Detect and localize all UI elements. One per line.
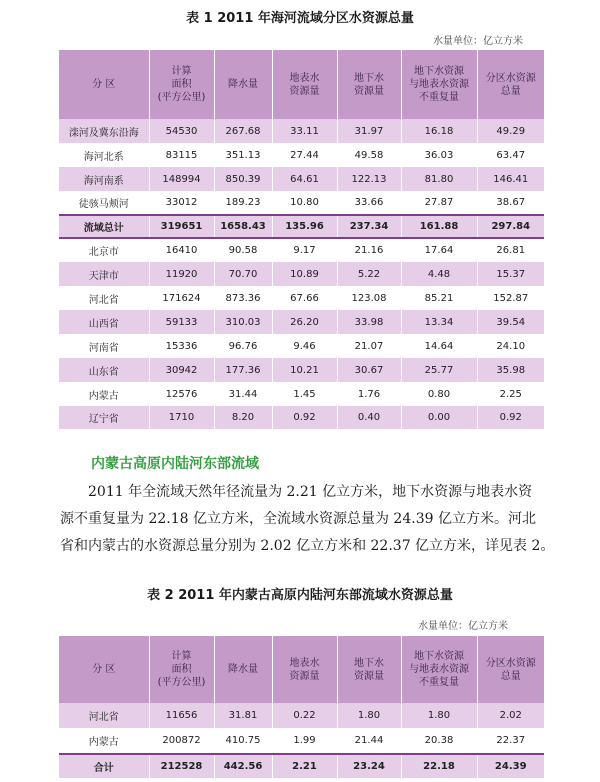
cell-precip: 310.03	[214, 310, 272, 334]
cell-region: 海河南系	[59, 167, 149, 191]
paragraph-line: 2011 年全流域天然年径流量为 2.21 亿立方米，地下水资源与地表水资	[88, 484, 533, 500]
cell-nonrep: 20.38	[401, 728, 477, 754]
cell-region: 海河北系	[59, 143, 149, 167]
table-row	[59, 382, 544, 406]
cell-surface: 10.80	[272, 191, 337, 215]
cell-nonrep: 1.80	[401, 703, 477, 728]
col-header-region: 分 区	[59, 636, 149, 703]
cell-nonrep: 4.48	[401, 262, 477, 286]
cell-total: 297.84	[477, 215, 544, 238]
table-row	[59, 262, 544, 286]
cell-ground: 33.98	[337, 310, 401, 334]
cell-surface: 135.96	[272, 215, 337, 238]
cell-ground: 122.13	[337, 167, 401, 191]
body-paragraph	[60, 479, 555, 560]
cell-area: 11656	[149, 703, 214, 728]
cell-total: 35.98	[477, 358, 544, 382]
cell-surface: 67.66	[272, 286, 337, 310]
cell-region: 河北省	[59, 703, 149, 728]
cell-nonrep: 17.64	[401, 238, 477, 262]
cell-precip: 410.75	[214, 728, 272, 754]
cell-area: 148994	[149, 167, 214, 191]
col-header-ground: 地下水 资源量	[337, 636, 401, 703]
cell-total: 0.92	[477, 406, 544, 429]
col-header-total: 分区水资源 总量	[477, 50, 544, 119]
cell-area: 11920	[149, 262, 214, 286]
table-row	[59, 334, 544, 358]
cell-total: 22.37	[477, 728, 544, 754]
cell-surface: 64.61	[272, 167, 337, 191]
cell-nonrep: 14.64	[401, 334, 477, 358]
cell-total: 24.39	[477, 754, 544, 778]
table2-unit: 水量单位：亿立方米	[418, 621, 508, 632]
cell-region: 内蒙古	[59, 382, 149, 406]
cell-surface: 27.44	[272, 143, 337, 167]
cell-ground: 123.08	[337, 286, 401, 310]
table-row	[59, 310, 544, 334]
cell-region: 流域总计	[59, 215, 149, 238]
cell-precip: 1658.43	[214, 215, 272, 238]
cell-area: 30942	[149, 358, 214, 382]
cell-surface: 9.46	[272, 334, 337, 358]
cell-total: 15.37	[477, 262, 544, 286]
table-row	[59, 143, 544, 167]
col-header-area: 计算 面积 (平方公里)	[149, 50, 214, 119]
col-header-precip: 降水量	[214, 636, 272, 703]
table-row	[59, 191, 544, 215]
cell-nonrep: 81.80	[401, 167, 477, 191]
cell-ground: 0.40	[337, 406, 401, 429]
cell-area: 59133	[149, 310, 214, 334]
cell-ground: 1.80	[337, 703, 401, 728]
cell-area: 33012	[149, 191, 214, 215]
cell-total: 24.10	[477, 334, 544, 358]
cell-total: 39.54	[477, 310, 544, 334]
cell-region: 河北省	[59, 286, 149, 310]
table-row	[59, 703, 544, 728]
table-row	[59, 728, 544, 754]
cell-area: 319651	[149, 215, 214, 238]
cell-precip: 267.68	[214, 119, 272, 143]
section-title: 内蒙古高原内陆河东部流域	[91, 456, 259, 472]
cell-region: 徒骇马颊河	[59, 191, 149, 215]
cell-area: 200872	[149, 728, 214, 754]
cell-region: 山东省	[59, 358, 149, 382]
cell-nonrep: 25.77	[401, 358, 477, 382]
cell-precip: 31.81	[214, 703, 272, 728]
cell-precip: 189.23	[214, 191, 272, 215]
col-header-area: 计算 面积 (平方公里)	[149, 636, 214, 703]
cell-region: 山西省	[59, 310, 149, 334]
cell-precip: 31.44	[214, 382, 272, 406]
table-row	[59, 286, 544, 310]
cell-ground: 21.44	[337, 728, 401, 754]
cell-surface: 0.92	[272, 406, 337, 429]
cell-total: 2.25	[477, 382, 544, 406]
cell-nonrep: 0.00	[401, 406, 477, 429]
cell-ground: 1.76	[337, 382, 401, 406]
col-header-ground: 地下水 资源量	[337, 50, 401, 119]
cell-surface: 9.17	[272, 238, 337, 262]
cell-ground: 23.24	[337, 754, 401, 778]
cell-ground: 31.97	[337, 119, 401, 143]
cell-ground: 237.34	[337, 215, 401, 238]
cell-precip: 442.56	[214, 754, 272, 778]
cell-surface: 1.45	[272, 382, 337, 406]
cell-nonrep: 85.21	[401, 286, 477, 310]
table-row	[59, 358, 544, 382]
cell-total: 146.41	[477, 167, 544, 191]
cell-region: 辽宁省	[59, 406, 149, 429]
cell-region: 滦河及冀东沿海	[59, 119, 149, 143]
cell-region: 河南省	[59, 334, 149, 358]
table1	[59, 50, 544, 429]
cell-nonrep: 0.80	[401, 382, 477, 406]
cell-total: 2.02	[477, 703, 544, 728]
cell-nonrep: 13.34	[401, 310, 477, 334]
cell-precip: 351.13	[214, 143, 272, 167]
col-header-nonrep: 地下水资源 与地表水资源 不重复量	[401, 50, 477, 119]
cell-precip: 873.36	[214, 286, 272, 310]
col-header-nonrep: 地下水资源 与地表水资源 不重复量	[401, 636, 477, 703]
table-row	[59, 119, 544, 143]
cell-total: 49.29	[477, 119, 544, 143]
cell-precip: 177.36	[214, 358, 272, 382]
table-row	[59, 406, 544, 429]
table1-caption: 表 1 2011 年海河流域分区水资源总量	[186, 11, 414, 26]
cell-ground: 49.58	[337, 143, 401, 167]
cell-nonrep: 161.88	[401, 215, 477, 238]
table-row	[59, 238, 544, 262]
cell-area: 83115	[149, 143, 214, 167]
cell-region: 内蒙古	[59, 728, 149, 754]
cell-precip: 70.70	[214, 262, 272, 286]
cell-precip: 90.58	[214, 238, 272, 262]
col-header-total: 分区水资源 总量	[477, 636, 544, 703]
cell-area: 16410	[149, 238, 214, 262]
table-row-total	[59, 215, 544, 238]
table2-header-row	[59, 636, 544, 703]
cell-surface: 1.99	[272, 728, 337, 754]
cell-area: 54530	[149, 119, 214, 143]
cell-surface: 26.20	[272, 310, 337, 334]
cell-area: 12576	[149, 382, 214, 406]
cell-area: 171624	[149, 286, 214, 310]
col-header-surface: 地表水 资源量	[272, 50, 337, 119]
col-header-surface: 地表水 资源量	[272, 636, 337, 703]
table-row-total	[59, 754, 544, 778]
table1-unit: 水量单位：亿立方米	[433, 36, 523, 47]
paragraph-line: 源不重复量为 22.18 亿立方米，全流域水资源总量为 24.39 亿立方米。河北	[60, 511, 536, 527]
cell-region: 北京市	[59, 238, 149, 262]
cell-ground: 21.16	[337, 238, 401, 262]
cell-nonrep: 16.18	[401, 119, 477, 143]
col-header-precip: 降水量	[214, 50, 272, 119]
cell-ground: 30.67	[337, 358, 401, 382]
cell-precip: 850.39	[214, 167, 272, 191]
cell-total: 63.47	[477, 143, 544, 167]
paragraph-line: 省和内蒙古的水资源总量分别为 2.02 亿立方米和 22.37 亿立方米，详见表 2。	[60, 538, 555, 554]
cell-total: 152.87	[477, 286, 544, 310]
cell-surface: 33.11	[272, 119, 337, 143]
cell-total: 26.81	[477, 238, 544, 262]
cell-nonrep: 27.87	[401, 191, 477, 215]
cell-area: 212528	[149, 754, 214, 778]
cell-precip: 8.20	[214, 406, 272, 429]
cell-surface: 0.22	[272, 703, 337, 728]
cell-surface: 10.21	[272, 358, 337, 382]
cell-region: 合计	[59, 754, 149, 778]
cell-nonrep: 36.03	[401, 143, 477, 167]
cell-total: 38.67	[477, 191, 544, 215]
cell-surface: 10.89	[272, 262, 337, 286]
cell-ground: 21.07	[337, 334, 401, 358]
table-row	[59, 167, 544, 191]
cell-precip: 96.76	[214, 334, 272, 358]
table2	[59, 636, 544, 778]
table1-header-row	[59, 50, 544, 119]
cell-surface: 2.21	[272, 754, 337, 778]
cell-area: 1710	[149, 406, 214, 429]
cell-area: 15336	[149, 334, 214, 358]
table2-caption: 表 2 2011 年内蒙古高原内陆河东部流域水资源总量	[147, 588, 453, 603]
cell-nonrep: 22.18	[401, 754, 477, 778]
cell-ground: 5.22	[337, 262, 401, 286]
col-header-region: 分 区	[59, 50, 149, 119]
cell-region: 天津市	[59, 262, 149, 286]
cell-ground: 33.66	[337, 191, 401, 215]
